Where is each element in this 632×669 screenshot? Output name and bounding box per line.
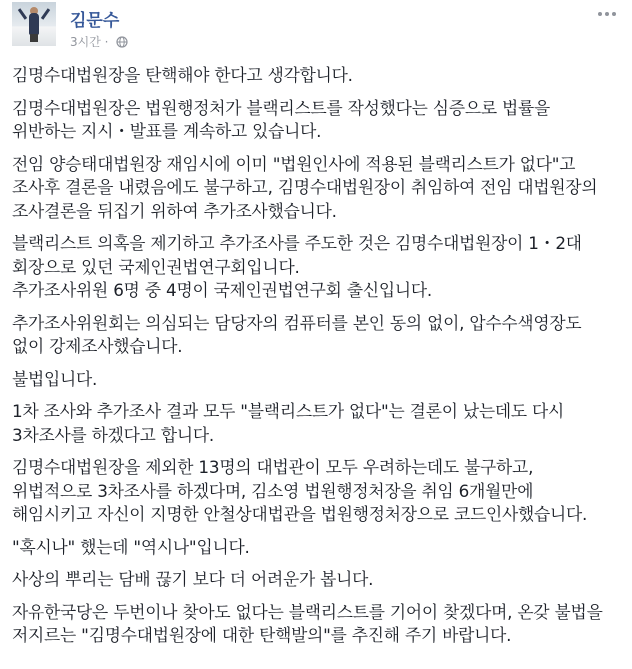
globe-icon[interactable] <box>116 36 128 48</box>
post-timestamp[interactable]: 3시간 <box>70 35 101 49</box>
ellipsis-dot <box>612 12 616 16</box>
post-meta <box>70 33 128 50</box>
post-paragraph: 블랙리스트 의혹을 제기하고 추가조사를 주도한 것은 김명수대법원장이 1・2대 회장으로 있던 국제인권법연구회입니다. <box>12 233 582 277</box>
post-paragraph: 전임 양승태대법원장 재임시에 이미 "법원인사에 적용된 블랙리스트가 없다"고 조사후 결론을 내렸음에도 불구하고, 김명수대법원장이 취임하여 전임 대법원장의 조사결론을 뒤집기 위하여 추가조사했습니다. <box>12 153 598 221</box>
post-header <box>12 0 620 56</box>
author-name[interactable]: 김문수 <box>70 11 120 31</box>
ellipsis-icon[interactable] <box>596 8 618 20</box>
post-paragraph: 불법입니다. <box>12 368 98 389</box>
post-paragraph: 1차 조사와 추가조사 결과 모두 "블랙리스트가 없다"는 결론이 났는데도 다시 3차조사를 하겠다고 합니다. <box>12 401 565 445</box>
meta-separator: · <box>104 35 113 49</box>
post-paragraph: 김명수대법원장을 탄핵해야 한다고 생각합니다. <box>12 65 353 85</box>
avatar[interactable] <box>12 2 56 46</box>
avatar-figure-arm <box>41 8 50 20</box>
post-paragraph: 자유한국당은 두번이나 찾아도 없다는 블랙리스트를 기어이 찾겠다며, 온갖 불법을 저지르는 "김명수대법원장에 대한 탄핵발의"를 추진해 주기 바랍니다. <box>12 601 603 645</box>
ellipsis-dot <box>605 12 609 16</box>
post-paragraph: 추가조사위원회는 의심되는 담당자의 컴퓨터를 본인 동의 없이, 압수수색영장도 없이 강제조사했습니다. <box>12 312 582 356</box>
post-paragraph: 사상의 뿌리는 담배 끊기 보다 더 어려운가 봅니다. <box>12 569 374 589</box>
post-body <box>12 64 618 648</box>
post-paragraph: 김명수대법원장을 제외한 13명의 대법관이 모두 우려하는데도 불구하고, 위법적으로 3차조사를 하겠다며, 김소영 법원행정처장을 취임 6개월만에 해임시키고 자신이 지명한 안철상대법관을 법원행정처장으로 코드인사했습니다. <box>12 457 588 524</box>
ellipsis-dot <box>598 12 602 16</box>
avatar-figure-body <box>29 13 39 35</box>
avatar-figure-legs <box>30 34 38 42</box>
post-paragraph: 김명수대법원장은 법원행정처가 블랙리스트를 작성했다는 심증으로 법률을 위반하는 지시・발표를 계속하고 있습니다. <box>12 97 551 141</box>
post-paragraph: 추가조사위원 6명 중 4명이 국제인권법연구회 출신입니다. <box>12 280 433 300</box>
avatar-figure-arm <box>18 8 27 20</box>
post-paragraph: "혹시나" 했는데 "역시나"입니다. <box>12 536 250 557</box>
